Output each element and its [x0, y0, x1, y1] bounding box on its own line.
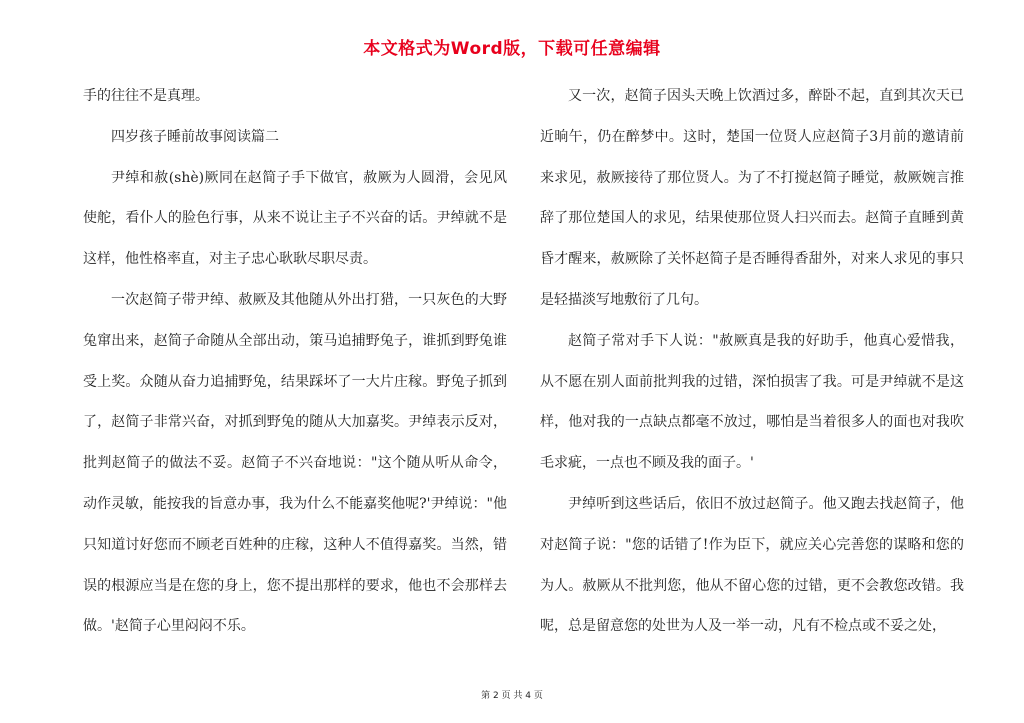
story-heading: 四岁孩子睡前故事阅读篇二	[111, 128, 279, 145]
paragraph: 一次赵简子带尹绰、赦厥及其他随从外出打猎，一只灰色的大野兔窜出来，赵简子命随从全部出动，策马追捕野兔子，谁抓到野兔谁受上奖。众随从奋力追捕野兔，结果踩坏了一大片庄稼。野兔子抓到了，赵简子非常兴奋，对抓到野兔的随从大加嘉奖。尹绰表示反对，批判赵简子的做法不妥。赵简子不兴奋地说："这个随从听从命令，动作灵敏，能按我的旨意办事，我为什么不能嘉奖他呢?'尹绰说："他只知道讨好您而不顾老百姓种的庄稼，这种人不值得嘉奖。当然，错误的根源应当是在您的身上，您不提出那样的要求，他也不会那样去做。'赵简子心里闷闷不乐。	[83, 291, 507, 635]
page-footer: 第 2 页 共 4 页	[481, 691, 543, 701]
paragraph: 又一次，赵简子因头天晚上饮酒过多，醉卧不起，直到其次天已近晌午，仍在醉梦中。这时，楚国一位贤人应赵简子3月前的邀请前来求见，赦厥接待了那位贤人。为了不打搅赵简子睡觉，赦厥婉言推辞了那位楚国人的求见，结果使那位贤人扫兴而去。赵简子直睡到黄昏才醒来，赦厥除了关怀赵简子是否睡得香甜外，对来人求见的事只是轻描淡写地敷衍了几句。	[540, 88, 964, 308]
paragraph: 赵简子常对手下人说："赦厥真是我的好助手，他真心爱惜我，从不愿在别人面前批判我的过错，深怕损害了我。可是尹绰就不是这样，他对我的一点缺点都毫不放过，哪怕是当着很多人的面也对我吹毛求疵，一点也不顾及我的面子。'	[540, 332, 964, 472]
paragraph: 尹绰听到这些话后，依旧不放过赵简子。他又跑去找赵简子，他对赵简子说："您的话错了!作为臣下，就应关心完善您的谋略和您的为人。赦厥从不批判您，他从不留心您的过错，更不会教您改错。我呢，总是留意您的处世为人及一举一动，凡有不检点或不妥之处，	[540, 495, 964, 635]
paragraph: 尹绰和赦(shè)厥同在赵简子手下做官，赦厥为人圆滑，会见风使舵，看仆人的脸色行事，从来不说让主子不兴奋的话。尹绰就不是这样，他性格率直，对主子忠心耿耿尽职尽责。	[83, 169, 507, 268]
page-banner: 本文格式为Word版，下载可任意编辑	[363, 39, 661, 59]
paragraph: 手的往往不是真理。	[83, 88, 209, 104]
right-column	[540, 76, 964, 647]
left-column	[83, 76, 507, 647]
